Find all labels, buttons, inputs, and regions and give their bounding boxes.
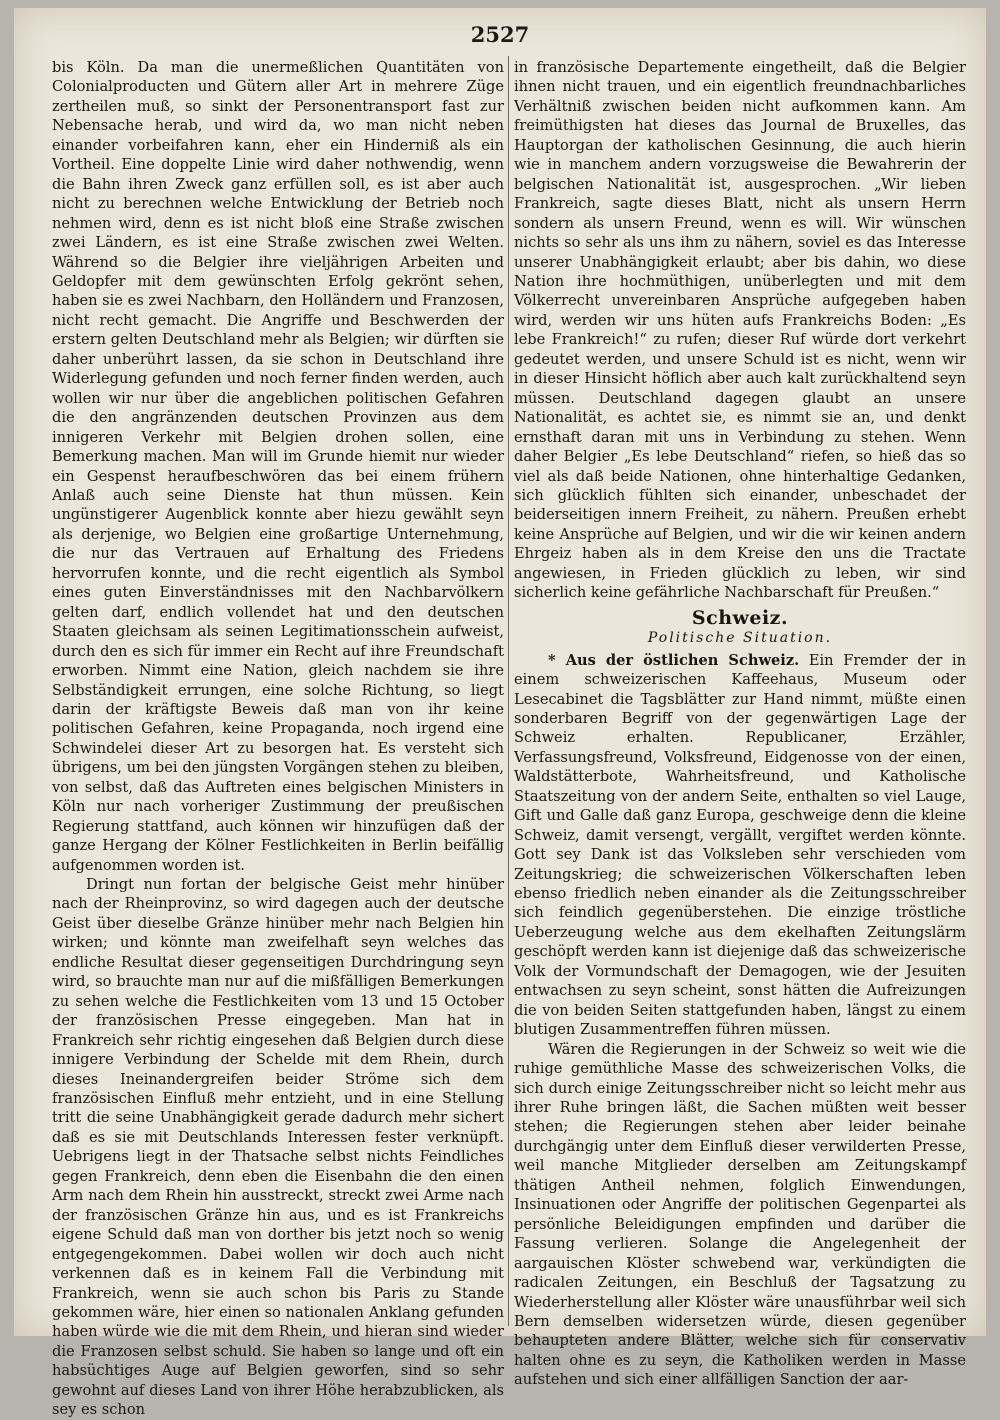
column-divider	[508, 56, 509, 1326]
article-paragraph: Wären die Regierungen in der Schweiz so weit wie die ruhige gemüthliche Masse des schweizerischen Volks, die sich durch einige Zeitungsschreiber nicht so leicht mehr aus ihrer Ruhe bringen läßt, die Sachen müßten weit besser stehen; die Regierungen stehen aber leider beinahe durchgängig unter dem Einfluß dieser verwilderten Presse, weil manche Mitglieder derselben am Zeitungskampf thätigen Antheil nehmen, folglich Einwendungen, Insinuationen oder Angriffe der politischen Gegenpartei als persönliche Beleidigungen empfinden und darüber die Fassung verlieren. Solange die Angelegenheit der aargauischen Klöster schwebend war, verkündigten die radicalen Zeitungen, ein Beschluß der Tagsatzung zu Wiederherstellung aller Klöster wäre unausführbar weil sich Bern demselben widersetzen würde, diesen gegenüber behaupteten andere Blätter, welche sich für conservativ halten ohne es zu seyn, die Katholiken werden in Masse aufstehen und sich einer allfälligen Sanction der aar-	[514, 1040, 966, 1389]
article-paragraph: bis Köln. Da man die unermeßlichen Quantitäten von Colonialproducten und Gütern aller Art in mehrere Züge zertheilen muß, so sinkt der Personentransport fast zur Nebensache herab, und wird da, wo man nicht neben einander vorbeifahren kann, eher ein Hinderniß als ein Vortheil. Eine doppelte Linie wird daher nothwendig, wenn die Bahn ihren Zweck ganz erfüllen soll, es ist aber auch nicht zu berechnen welche Entwicklung der Betrieb noch nehmen wird, denn es ist nicht bloß eine Straße zwischen zwei Ländern, es ist eine Straße zwischen zwei Welten. Während so die Belgier ihre vieljährigen Arbeiten und Geldopfer mit dem gewünschten Erfolg gekrönt sehen, haben sie es zwei Nachbarn, den Holländern und Franzosen, nicht recht gemacht. Die Angriffe und Beschwerden der erstern gelten Deutschland mehr als Belgien; wir dürften sie daher unberührt lassen, da sie schon in Deutschland ihre Widerlegung gefunden und noch ferner finden werden, auch wollen wir nur über die angeblichen politischen Gefahren die den angränzenden deutschen Provinzen aus dem innigeren Verkehr mit Belgien drohen sollen, eine Bemerkung machen. Man will im Grunde hiemit nur wieder ein Gespenst heraufbeschwören das bei einem frühern Anlaß auch seine Dienste hat thun müssen. Kein ungünstigerer Augenblick konnte aber hiezu gewählt seyn als derjenige, wo Belgien eine großartige Unternehmung, die nur das Vertrauen auf Erhaltung des Friedens hervorrufen konnte, und die recht eigentlich als Symbol eines guten Einverständnisses mit den Nachbarvölkern gelten darf, endlich vollendet hat und den deutschen Staaten gleichsam als seinen Legitimationsschein aufweist, durch den es sich für immer ein Recht auf ihre Freundschaft erworben. Nimmt eine Nation, gleich nachdem sie ihre Selbständigkeit errungen, eine solche Richtung, so liegt darin der kräftigste Beweis daß man von ihr keine politischen Gefahren, keine Propaganda, noch irgend eine Schwindelei dieser Art zu besorgen hat. Es versteht sich übrigens, um bei den jüngsten Vorgängen stehen zu bleiben, von selbst, daß das Auftreten eines belgischen Ministers in Köln nur nach vorheriger Zustimmung der preußischen Regierung stattfand, auch können wir hinzufügen daß der ganze Hergang der Kölner Festlichkeiten in Berlin beifällig aufgenommen worden ist.	[52, 59, 504, 874]
page-number: 2527	[470, 22, 530, 47]
dateline: * Aus der östlichen Schweiz.	[548, 651, 800, 669]
article-paragraph: Dringt nun fortan der belgische Geist mehr hinüber nach der Rheinprovinz, so wird dagegen auch der deutsche Geist über dieselbe Gränze hinüber mehr nach Belgien hin wirken; und könnte man zweifelhaft seyn welches das endliche Resultat dieser gegenseitigen Durchdringung seyn wird, so brauchte man nur auf die mißfälligen Bemerkungen zu sehen welche die Festlichkeiten vom 13 und 15 October der französischen Presse eingegeben. Man hat in Frankreich sehr richtig eingesehen daß Belgien durch diese innigere Verbindung der Schelde mit dem Rhein, durch dieses Ineinandergreifen beider Ströme sich dem französischen Einfluß mehr entzieht, und in eine Stellung tritt die seine Unabhängigkeit gerade dadurch mehr sichert daß es sie mit Deutschlands Interessen fester verknüpft. Uebrigens liegt in der Thatsache selbst nichts Feindliches gegen Frankreich, denn eben die Eisenbahn die den einen Arm nach dem Rhein hin ausstreckt, streckt zwei Arme nach der französischen Gränze hin aus, und es ist Frankreichs eigene Schuld daß man von dorther bis jetzt noch so wenig entgegengekommen. Dabei wollen wir doch auch nicht verkennen daß es in keinem Fall die Verbindung mit Frankreich, wenn sie auch schon bis Paris zu Stande gekommen wäre, hier einen so nationalen Anklang gefunden haben würde wie die mit dem Rhein, und hieran sind wieder die Franzosen selbst schuld. Sie haben so lange und oft ein habsüchtiges Auge auf Belgien geworfen, sind so sehr gewohnt auf dieses Land von ihrer Höhe herabzublicken, als sey es schon	[52, 876, 504, 1419]
article-paragraph: in französische Departemente eingetheilt, daß die Belgier ihnen nicht trauen, und ein eigentlich freundnachbarliches Verhältniß zwischen beiden nicht aufkommen kann. Am freimüthigsten hat dieses das Journal de Bruxelles, das Hauptorgan der katholischen Gesinnung, die auch hierin wie in manchem andern vorzugsweise die Bewahrerin der belgischen Nationalität ist, ausgesprochen. „Wir lieben Frankreich, sagte dieses Blatt, nicht als unsern Herrn sondern als unsern Freund, wenn es will. Wir wünschen nichts so sehr als uns ihm zu nähern, soviel es das Interesse unserer Unabhängigkeit erlaubt; aber bis dahin, wo diese Nation ihre hochmüthigen, unüberlegten und mit dem Völkerrecht unvereinbaren Ansprüche aufgegeben haben wird, werden wir uns hüten aufs Frankreichs Boden: „Es lebe Frankreich!“ zu rufen; dieser Ruf würde dort verkehrt gedeutet werden, und unsere Schuld ist es nicht, wenn wir in dieser Hinsicht höflich aber auch kalt zurückhaltend seyn müssen. Deutschland dagegen glaubt an unsere Nationalität, es achtet sie, es nimmt sie an, und denkt ernsthaft daran mit uns in Verbindung zu stehen. Wenn daher Belgier „Es lebe Deutschland“ riefen, so hieß das so viel als daß beide Nationen, ohne hinterhaltige Gedanken, sich glücklich fühlten sich einander, unbeschadet der beiderseitigen innern Freiheit, zu nähern. Preußen erhebt keine Ansprüche auf Belgien, und wir die wir keinen andern Ehrgeiz haben als in dem Kreise den uns die Tractate angewiesen, in Frieden glücklich zu leben, wir sind sicherlich keine gefährliche Nachbarschaft für Preußen.“	[514, 59, 966, 602]
paragraph-text: Ein Fremder der in einem schweizerischen Kaffeehaus, Museum oder Lesecabinet die Tagsblätter zur Hand nimmt, müßte einen sonderbaren Begriff von der gegenwärtigen Lage der Schweiz erhalten. Republicaner, Erzähler, Verfassungsfreund, Volksfreund, Eidgenosse von der einen, Waldstätterbote, Wahrheitsfreund, und Katholische Staatszeitung von der andern Seite, enthalten so viel Lauge, Gift und Galle daß ganz Europa, geschweige denn die kleine Schweiz, damit versengt, vergällt, vergiftet werden könnte. Gott sey Dank ist das Volksleben sehr verschieden vom Zeitungskrieg; die schweizerischen Völkerschaften leben ebenso friedlich neben einander als die Zeitungsschreiber sich feindlich gegenüberstehen. Die einzige tröstliche Ueberzeugung welche aus dem ekelhaften Zeitungslärm geschöpft werden kann ist diejenige daß das schweizerische Volk der Vormundschaft der Demagogen, wie der Jesuiten entwachsen zu seyn scheint, sonst hätten die Aufreizungen die von beiden Seiten stattgefunden haben, längst zu einem blutigen Zusammentreffen führen müssen.	[514, 651, 966, 1039]
article-paragraph	[514, 651, 966, 1040]
section-subheading: Politische Situation.	[647, 630, 833, 647]
section-heading: Schweiz.	[691, 606, 789, 629]
left-column	[52, 58, 504, 1420]
newspaper-page	[14, 8, 986, 1419]
right-column	[514, 58, 966, 1390]
